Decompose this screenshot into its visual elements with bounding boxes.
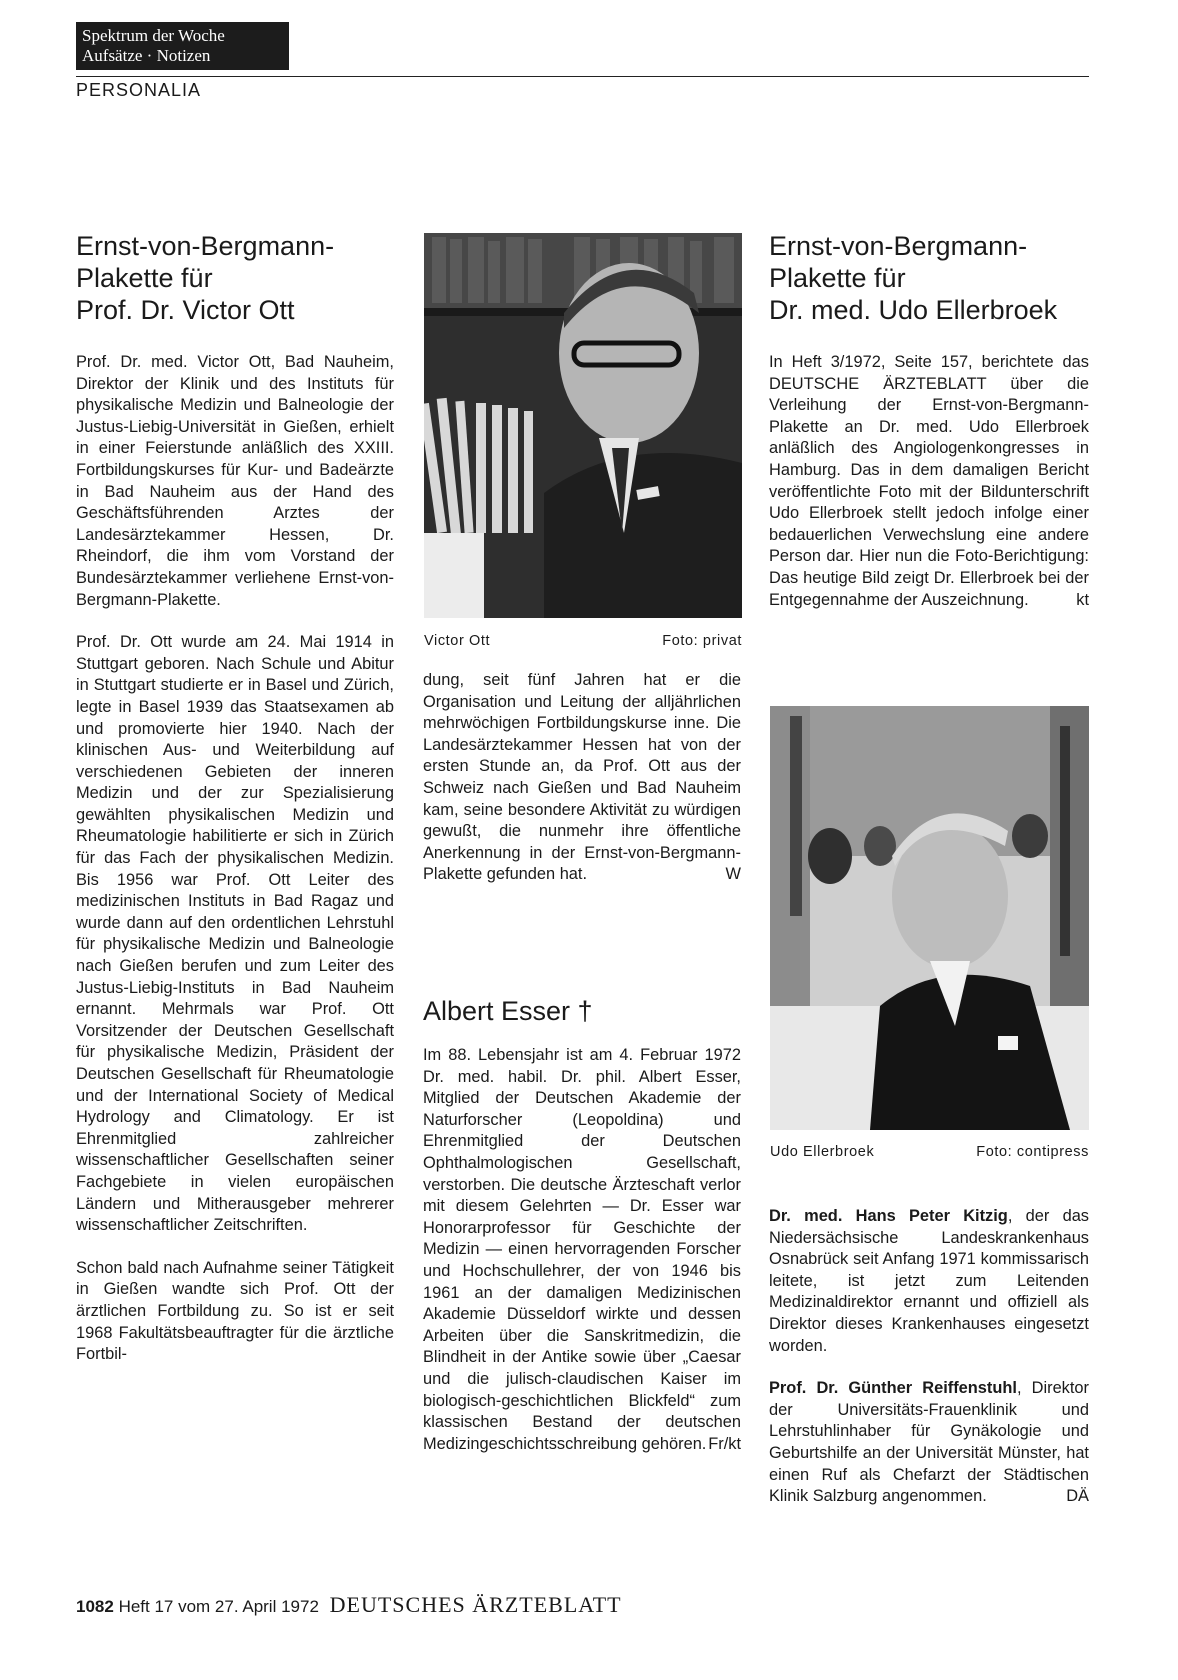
continuation-text: dung, seit fünf Jahren hat er die Organisation und Leitung der alljährlichen mehrwöchigen Fortbildungskurse inne. Die Landesärztekammer Hessen hat von der ersten Stunde an, da Prof. Ott aus der Schweiz nach Gießen und Bad Nauheim kam, seine besondere Aktivität zu würdigen gewußt, die nunmehr ihre öffentliche Anerkennung in der Ernst-von-Bergmann-Plakette gefunden hat. xyxy=(423,671,741,884)
signature: Fr/kt xyxy=(708,1434,741,1453)
caption-name: Victor Ott xyxy=(424,633,491,649)
header-rule xyxy=(76,76,1089,77)
headline-line: Plakette für xyxy=(76,263,213,293)
portrait-image xyxy=(424,233,742,618)
photo-victor-ott xyxy=(424,233,742,618)
photo-caption-ellerbroek xyxy=(770,1143,1089,1161)
article-esser-headline: Albert Esser † xyxy=(423,996,593,1026)
notice-text: , Direktor der Universitäts-Frauenklinik und Lehrstuhlinhaber für Gynäkologie und Geburtshilfe an der Universität Münster, hat einen Ruf als Chefarzt der Städtischen Klinik Salzburg angenommen. xyxy=(769,1379,1090,1506)
page-number: 1082 xyxy=(76,1597,114,1616)
issue-info: Heft 17 vom 27. April 1972 xyxy=(118,1597,319,1616)
headline-line: Ernst-von-Bergmann- xyxy=(769,231,1028,261)
rubric: PERSONALIA xyxy=(76,80,202,100)
caption-name: Udo Ellerbroek xyxy=(770,1144,875,1160)
article-ott-paragraph: Prof. Dr. Ott wurde am 24. Mai 1914 in Stuttgart geboren. Nach Schule und Abitur in Stuttgart studierte er in Basel und Zürich, legte in Basel 1939 das Staatsexamen ab und promovierte hier 1940. Nach der klinischen Aus- und Weiterbildung auf verschiedenen Gebieten der inneren Medizin und der zur Spezialisierung gewählten physikalischen Medizin und Rheumatologie habilitierte er sich in Zürich für das Fach der physikalischen Medizin. Bis 1956 war Prof. Ott Leiter des medizinischen Instituts in Bad Ragaz und wurde dann auf den ordentlichen Lehrstuhl für physikalische Medizin und Balneologie nach Gießen berufen und zum Leiter des Justus-Liebig-Instituts in Bad Nauheim ernannt. Mehrmals war Prof. Ott Vorsitzender der Deutschen Gesellschaft für physikalische Medizin, Präsident der Deutschen Gesellschaft für Rheumatologie und der International Society of Medical Hydrology and Climatology. Er ist Ehrenmitglied zahlreicher wissenschaftlicher Gesellschaften seiner Fachgebiete in vielen europäischen Ländern und Mitherausgeber mehrerer wissenschaftlicher Zeitschriften. xyxy=(76,633,394,1235)
notice-text: , der das Niedersächsische Landeskrankenhaus Osnabrück seit Anfang 1971 kommissarisch leitete, ist jetzt zum Leitenden Medizinaldirektor ernannt und offiziell als Direktor dieses Krankenhauses eingesetzt worden. xyxy=(769,1207,1090,1355)
headline-line: Plakette für xyxy=(769,263,906,293)
section-label xyxy=(76,22,289,70)
article-ott-continuation xyxy=(423,670,741,886)
portrait-image xyxy=(770,706,1089,1130)
article-ellerbroek-headline xyxy=(769,230,1089,326)
page-footer xyxy=(76,1592,622,1618)
headline-line: Prof. Dr. Victor Ott xyxy=(76,295,295,325)
article-ott-paragraph: Schon bald nach Aufnahme seiner Tätigkeit in Gießen wandte sich Prof. Ott der ärztlichen Fortbildung zu. So ist er seit 1968 Fakultätsbeauftragter für die ärztliche Fortbil- xyxy=(76,1258,394,1364)
section-label-line1: Spektrum der Woche xyxy=(82,26,225,45)
caption-credit: Foto: contipress xyxy=(976,1144,1089,1160)
notice-name: Dr. med. Hans Peter Kitzig xyxy=(769,1207,1008,1225)
article-ott-headline xyxy=(76,230,394,326)
notice-reiffenstuhl xyxy=(769,1378,1089,1508)
caption-credit: Foto: privat xyxy=(662,633,742,649)
signature: W xyxy=(725,865,741,884)
section-label-line2: Aufsätze · Notizen xyxy=(82,46,211,65)
notice-kitzig xyxy=(769,1206,1089,1357)
article-ellerbroek xyxy=(769,230,1089,611)
article-ott-column xyxy=(76,230,394,1387)
article-ott-paragraph: Prof. Dr. med. Victor Ott, Bad Nauheim, Direktor der Klinik und des Instituts für physikalische Medizin und Balneologie der Justus-Liebig-Universität in Gießen, erhielt in einer Feierstunde anläßlich des XXIII. Fortbildungskurses für Kur- und Badeärzte in Bad Nauheim aus der Hand des Geschäftsführenden Arztes der Landesärztekammer Hessen, Dr. Rheindorf, die ihm vom Vorstand der Bundesärztekammer verliehene Ernst-von-Bergmann-Plakette. xyxy=(76,353,394,609)
article-esser-body: Im 88. Lebensjahr ist am 4. Februar 1972 Dr. med. habil. Dr. phil. Albert Esser, Mitglied der Deutschen Akademie der Naturforscher (Leopoldina) und Ehrenmitglied der Deutschen Ophthalmologischen Gesellschaft, verstorben. Die deutsche Ärzteschaft verlor mit diesem Gelehrten — Dr. Esser war Honorarprofessor für Geschichte der Medizin — einen hervorragenden Forscher und Hochschullehrer, der von 1946 bis 1961 an der damaligen Medizinischen Akademie Düsseldorf wirkte und dessen Arbeiten über die Sanskritmedizin, die Blindheit in der Antike sowie über „Caesar und die julisch-claudischen Kaiser im biologisch-geschichtlichen Blickfeld“ zum klassischen Bestand der deutschen Medizingeschichtsschreibung gehören. xyxy=(423,1046,741,1453)
signature: DÄ xyxy=(1066,1487,1089,1506)
signature: kt xyxy=(1076,590,1089,609)
magazine-title: DEUTSCHES ÄRZTEBLATT xyxy=(329,1592,622,1617)
notice-name: Prof. Dr. Günther Reiffenstuhl xyxy=(769,1379,1017,1398)
headline-line: Dr. med. Udo Ellerbroek xyxy=(769,295,1058,325)
article-ellerbroek-body: In Heft 3/1972, Seite 157, berichtete das DEUTSCHE ÄRZTEBLATT über die Verleihung der Ernst-von-Bergmann-Plakette an Dr. med. Udo Ellerbroek anläßlich des Angiologenkongresses in Hamburg. Das in dem damaligen Bericht veröffentlichte Foto mit der Bildunterschrift Udo Ellerbroek stellt jedoch infolge einer bedauerlichen Verwechslung eine andere Person dar. Hier nun die Foto-Berichtigung: Das heutige Bild zeigt Dr. Ellerbroek bei der Entgegennahme der Auszeichnung. xyxy=(769,353,1089,609)
article-esser xyxy=(423,995,741,1455)
photo-udo-ellerbroek xyxy=(770,706,1089,1130)
headline-line: Ernst-von-Bergmann- xyxy=(76,231,335,261)
photo-caption-ott xyxy=(424,632,742,650)
personal-notices xyxy=(769,1206,1089,1508)
